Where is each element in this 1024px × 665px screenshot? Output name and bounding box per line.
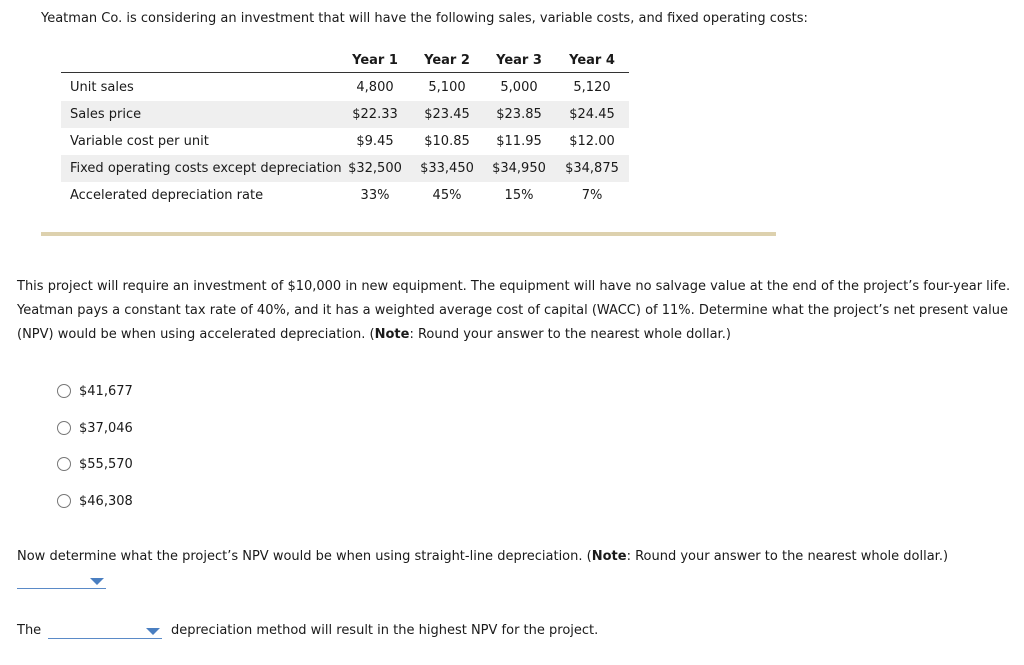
section-divider bbox=[41, 232, 776, 236]
question-1-text: This project will require an investment of $10,000 in new equipment. The equipment will have no salvage value at the end of the project’s four-year life. Yeatman pays a constant tax rate of 40%, and it has a weighted average cost of capital (WACC) of 11%. Determine what the project’s net present value (NPV) would be when using accelerated depreciation. (Note: Round your answer to the nearest whole dollar.) bbox=[17, 279, 1011, 342]
cell-year-4: 5,120 bbox=[573, 80, 611, 95]
header-year-1: Year 1 bbox=[352, 53, 398, 68]
cell-year-3: 5,000 bbox=[500, 80, 538, 95]
cell-year-2: 5,100 bbox=[428, 80, 466, 95]
option-3[interactable] bbox=[57, 455, 133, 473]
option-2[interactable] bbox=[57, 419, 133, 437]
row-label: Accelerated depreciation rate bbox=[70, 188, 264, 203]
table-row bbox=[61, 101, 629, 128]
cell-year-1: 4,800 bbox=[356, 80, 394, 95]
cell-year-1: 33% bbox=[360, 188, 390, 203]
row-label: Sales price bbox=[70, 107, 142, 122]
cell-year-3: $23.85 bbox=[496, 107, 542, 122]
cell-year-4: $34,875 bbox=[565, 161, 619, 176]
chevron-down-icon bbox=[146, 628, 160, 635]
radio-button[interactable] bbox=[57, 457, 71, 471]
option-4[interactable] bbox=[57, 492, 133, 510]
chevron-down-icon bbox=[90, 578, 104, 585]
note-label: Note bbox=[591, 549, 627, 564]
note-label: Note bbox=[374, 327, 410, 342]
straight-line-npv-dropdown[interactable] bbox=[17, 574, 106, 589]
cell-year-2: $33,450 bbox=[420, 161, 474, 176]
table-row bbox=[61, 74, 629, 101]
cell-year-2: 45% bbox=[432, 188, 462, 203]
row-label: Variable cost per unit bbox=[70, 134, 209, 149]
header-year-3: Year 3 bbox=[496, 53, 542, 68]
table-row bbox=[61, 182, 629, 209]
cell-year-1: $32,500 bbox=[348, 161, 402, 176]
header-year-4: Year 4 bbox=[569, 53, 615, 68]
question-2-text: Now determine what the project’s NPV would be when using straight-line depreciation. (Note: Round your answer to the nearest whole dollar.) bbox=[17, 549, 949, 564]
cell-year-4: 7% bbox=[581, 188, 603, 203]
option-label: $37,046 bbox=[79, 420, 133, 436]
cell-year-3: 15% bbox=[504, 188, 534, 203]
option-label: $41,677 bbox=[79, 383, 133, 399]
option-1[interactable] bbox=[57, 382, 133, 400]
sentence-suffix: depreciation method will result in the highest NPV for the project. bbox=[171, 623, 599, 638]
sentence-prefix: The bbox=[17, 623, 42, 638]
cell-year-2: $23.45 bbox=[424, 107, 470, 122]
radio-button[interactable] bbox=[57, 384, 71, 398]
table-header-rule bbox=[61, 72, 629, 73]
depreciation-method-dropdown[interactable] bbox=[48, 624, 162, 639]
row-label: Fixed operating costs except depreciation bbox=[70, 161, 342, 176]
cell-year-3: $11.95 bbox=[496, 134, 542, 149]
cell-year-1: $22.33 bbox=[352, 107, 398, 122]
intro-text: Yeatman Co. is considering an investment that will have the following sales, variable costs, and fixed operating costs: bbox=[41, 11, 808, 26]
cell-year-3: $34,950 bbox=[492, 161, 546, 176]
option-label: $55,570 bbox=[79, 456, 133, 472]
radio-button[interactable] bbox=[57, 421, 71, 435]
cell-year-2: $10.85 bbox=[424, 134, 470, 149]
table-row bbox=[61, 128, 629, 155]
row-label: Unit sales bbox=[70, 80, 134, 95]
cell-year-4: $24.45 bbox=[569, 107, 615, 122]
radio-button[interactable] bbox=[57, 494, 71, 508]
table-row bbox=[61, 155, 629, 182]
header-year-2: Year 2 bbox=[424, 53, 470, 68]
cell-year-1: $9.45 bbox=[356, 134, 394, 149]
cell-year-4: $12.00 bbox=[569, 134, 615, 149]
option-label: $46,308 bbox=[79, 493, 133, 509]
